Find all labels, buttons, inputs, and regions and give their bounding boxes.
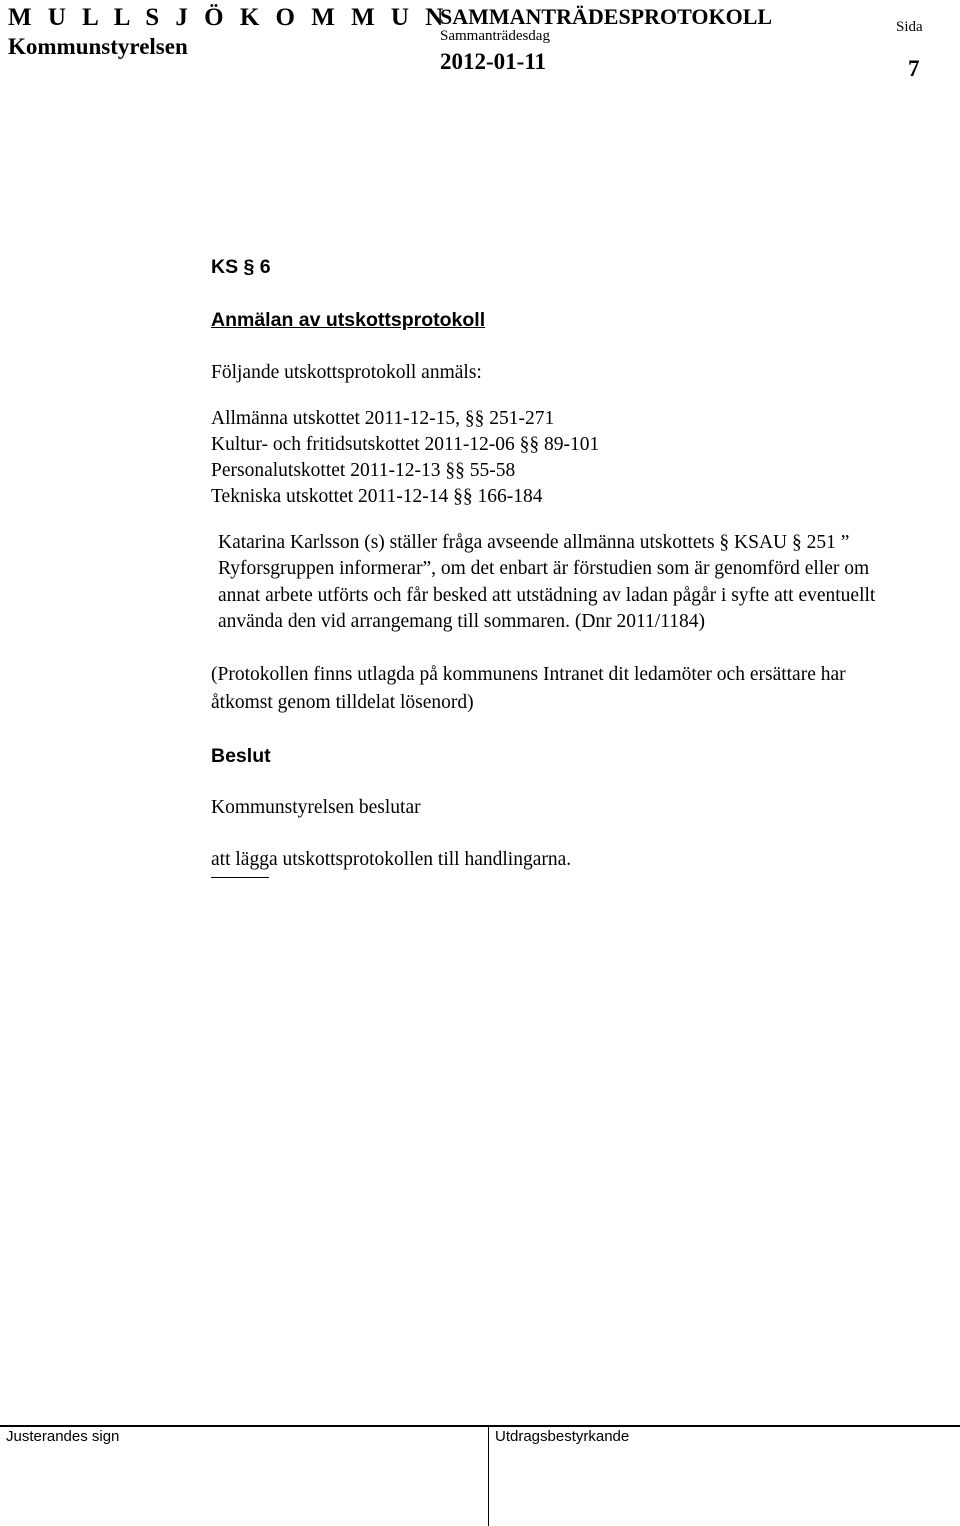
section-heading: Anmälan av utskottsprotokoll: [211, 309, 486, 331]
list-item: Allmänna utskottet 2011-12-15, §§ 251-271: [211, 408, 555, 429]
end-rule: [211, 877, 269, 878]
section-number: KS § 6: [211, 256, 271, 278]
footer-column-divider: [488, 1425, 489, 1526]
list-item: Kultur- och fritidsutskottet 2011-12-06 §§ 89-101: [211, 434, 600, 455]
list-item: Personalutskottet 2011-12-13 §§ 55-58: [211, 460, 516, 481]
question-paragraph: Katarina Karlsson (s) ställer fråga avseende allmänna utskottets § KSAU § 251 ” Ryforsgruppen informerar”, om det enbart är förstudien som är genomförd eller om annat arbete utförts och får besked att utstädning av ladan pågår i syfte att eventuellt använda den vid arrangemang till sommaren. (Dnr 2011/1184): [218, 532, 876, 632]
intranet-note: (Protokollen finns utlagda på kommunens Intranet dit ledamöter och ersättare har åtkomst genom tilldelat lösenord): [211, 664, 846, 714]
decision-heading: Beslut: [211, 745, 271, 768]
protocol-list: [211, 406, 901, 510]
board-name: Kommunstyrelsen: [8, 34, 188, 59]
list-item: Tekniska utskottet 2011-12-14 §§ 166-184: [211, 486, 543, 507]
decision-text: att lägga utskottsprotokollen till handlingarna.: [211, 849, 572, 871]
intro-text: Följande utskottsprotokoll anmäls:: [211, 362, 482, 383]
footer-divider: [0, 1425, 960, 1427]
document-title: SAMMANTRÄDESPROTOKOLL: [440, 4, 773, 29]
page-number: 7: [908, 56, 920, 81]
document-body: [211, 254, 901, 878]
municipality-name: M U L L S J Ö K O M M U N: [8, 4, 449, 31]
decision-intro: Kommunstyrelsen beslutar: [211, 797, 421, 819]
signature-label: Justerandes sign: [6, 1428, 120, 1445]
meeting-date-label: Sammanträdesdag: [440, 28, 550, 44]
meeting-date: 2012-01-11: [440, 49, 547, 74]
page-label: Sida: [896, 19, 923, 35]
certification-label: Utdragsbestyrkande: [495, 1428, 630, 1445]
